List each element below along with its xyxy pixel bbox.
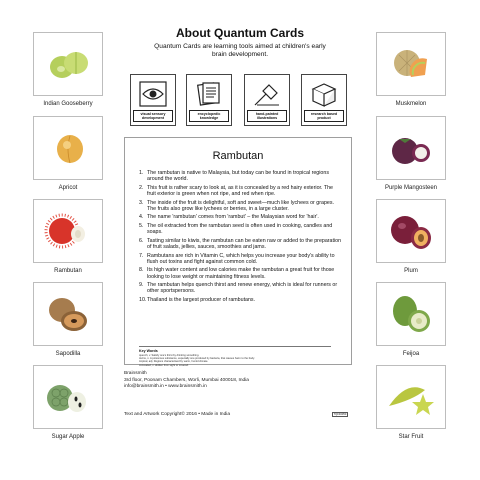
info-card: [124, 137, 352, 365]
keyword-item: tropical, adj. Regions characterised by warm, humid climate.: [139, 360, 209, 364]
publisher-address: 3rd floor, Poonam Chambers, Worli, Mumbai 400018, India: [124, 377, 249, 383]
gooseberry-icon: [34, 33, 102, 95]
fact-text: Its high water content and low calories make the rambutan a great fruit for those looking to lose weight or maintaining fitness levels.: [147, 267, 335, 280]
fact-number: 1.: [139, 170, 144, 176]
fact-item: [139, 185, 343, 197]
fact-item: [139, 200, 343, 212]
fact-text: The inside of the fruit is delightful, soft and sweet—much like lychees or grapes. The fruits also grow like lychees or berries, in a large cluster.: [147, 199, 334, 212]
fact-text: The name 'rambutan' comes from 'rambut' – the Malaysian word for 'hair'.: [147, 214, 319, 221]
document-icon: [193, 79, 225, 109]
rambutan-icon: [34, 200, 102, 262]
card-feijoa[interactable]: [376, 282, 446, 346]
info-card-title: Rambutan: [212, 150, 264, 162]
keyword-item: quench, v. Satisfy one's thirst by drinking something.: [139, 354, 200, 357]
fact-text: Thailand is the largest producer of rambutans.: [147, 296, 256, 303]
fact-text: The rambutan helps quench thirst and renew energy, which is ideal for runners or other sportspersons.: [147, 282, 338, 295]
card-label: Apricot: [58, 185, 78, 191]
card-rambutan[interactable]: [33, 199, 103, 263]
product-code: TQFF0050: [333, 413, 347, 416]
card-muskmelon[interactable]: [376, 32, 446, 96]
card-label: Feijoa: [402, 351, 420, 357]
card-label: Sugar Apple: [51, 434, 85, 440]
card-sugar-apple[interactable]: [33, 365, 103, 429]
card-label: Purple Mangosteen: [384, 185, 438, 191]
feature-hand-painted: [244, 74, 290, 126]
fact-item: [139, 253, 343, 265]
keyword-item: toxins, n. A poisonous substance, especially one produced by bacteria, that causes harm to the body.: [139, 357, 255, 361]
card-label: Plum: [404, 268, 418, 274]
feature-research-based: [301, 74, 347, 126]
feature-label: encyclopedic knowledge: [189, 110, 229, 122]
card-label: Star Fruit: [398, 434, 424, 440]
fact-item: [139, 238, 343, 250]
feature-label: research based product: [304, 110, 344, 122]
fact-number: 8.: [139, 267, 144, 274]
card-indian-gooseberry[interactable]: [33, 32, 103, 96]
fact-item: [139, 214, 343, 220]
keyword-item: concealed, v. Hidden from sight or covered.: [139, 363, 189, 367]
copyright-text: Text and Artwork Copyright© 2016 • Made in India: [124, 412, 231, 417]
star-fruit-icon: [377, 366, 445, 428]
publisher-info: [124, 371, 249, 391]
feature-label: visual sensory development: [133, 110, 173, 122]
eye-icon: [137, 79, 169, 109]
publisher-contact[interactable]: info@brainsmith.in • www.brainsmith.in: [124, 384, 207, 390]
fact-number: 3.: [139, 199, 144, 206]
fact-number: 2.: [139, 184, 144, 191]
fact-number: 10.: [139, 296, 147, 303]
page-title: About Quantum Cards: [176, 26, 304, 40]
muskmelon-icon: [377, 33, 445, 95]
mangosteen-icon: [377, 117, 445, 179]
keywords-divider: [139, 346, 331, 347]
fact-list: [139, 170, 343, 306]
card-plum[interactable]: [376, 199, 446, 263]
fact-number: 5.: [139, 222, 144, 229]
feature-label: hand-painted illustrations: [247, 110, 287, 122]
card-label: Rambutan: [54, 268, 82, 274]
fact-item: [139, 282, 343, 294]
card-label: Sapodilla: [55, 351, 81, 357]
feature-encyclopedic: [186, 74, 232, 126]
publisher-name: Brainsmith: [124, 371, 147, 376]
plum-icon: [377, 200, 445, 262]
feature-visual-sensory: [130, 74, 176, 126]
fact-item: [139, 297, 343, 303]
card-apricot[interactable]: [33, 116, 103, 180]
apricot-icon: [34, 117, 102, 179]
fact-text: The oil extracted from the rambutan seed is often used in cooking, candles and soaps.: [147, 222, 333, 236]
fact-number: 9.: [139, 282, 144, 289]
card-purple-mangosteen[interactable]: [376, 116, 446, 180]
fact-number: 6.: [139, 237, 144, 244]
fact-text: Tasting similar to kiwis, the rambutan can be eaten raw or added to the preparation of fruit salads, jellies, sauces, smoothies and jams.: [147, 237, 342, 250]
box-icon: [308, 79, 340, 109]
fact-item: [139, 223, 343, 235]
sugar-apple-icon: [34, 366, 102, 428]
fact-text: Rambutans are rich in Vitamin C, which helps you increase your body's ability to flush out toxins and fight against common cold.: [147, 252, 335, 265]
fact-item: [139, 267, 343, 279]
page-description: Quantum Cards are learning tools aimed at children's early brain development.: [154, 43, 326, 59]
fact-number: 4.: [139, 214, 144, 221]
pen-icon: [251, 79, 283, 109]
fact-number: 7.: [139, 252, 144, 259]
card-label: Indian Gooseberry: [43, 101, 93, 107]
keywords-title: Key Words: [139, 349, 158, 353]
fact-item: [139, 170, 343, 182]
card-label: Muskmelon: [395, 101, 427, 107]
card-sapodilla[interactable]: [33, 282, 103, 346]
feijoa-icon: [377, 283, 445, 345]
fact-text: This fruit is rather scary to look at, as it is concealed by a red hairy exterior. The fruit exterior is green when not ripe, and red when ripe.: [147, 184, 333, 197]
card-star-fruit[interactable]: [376, 365, 446, 429]
sapodilla-icon: [34, 283, 102, 345]
fact-text: The rambutan is native to Malaysia, but today can be found in tropical regions around the world.: [147, 170, 329, 183]
keywords-list: [139, 354, 255, 367]
